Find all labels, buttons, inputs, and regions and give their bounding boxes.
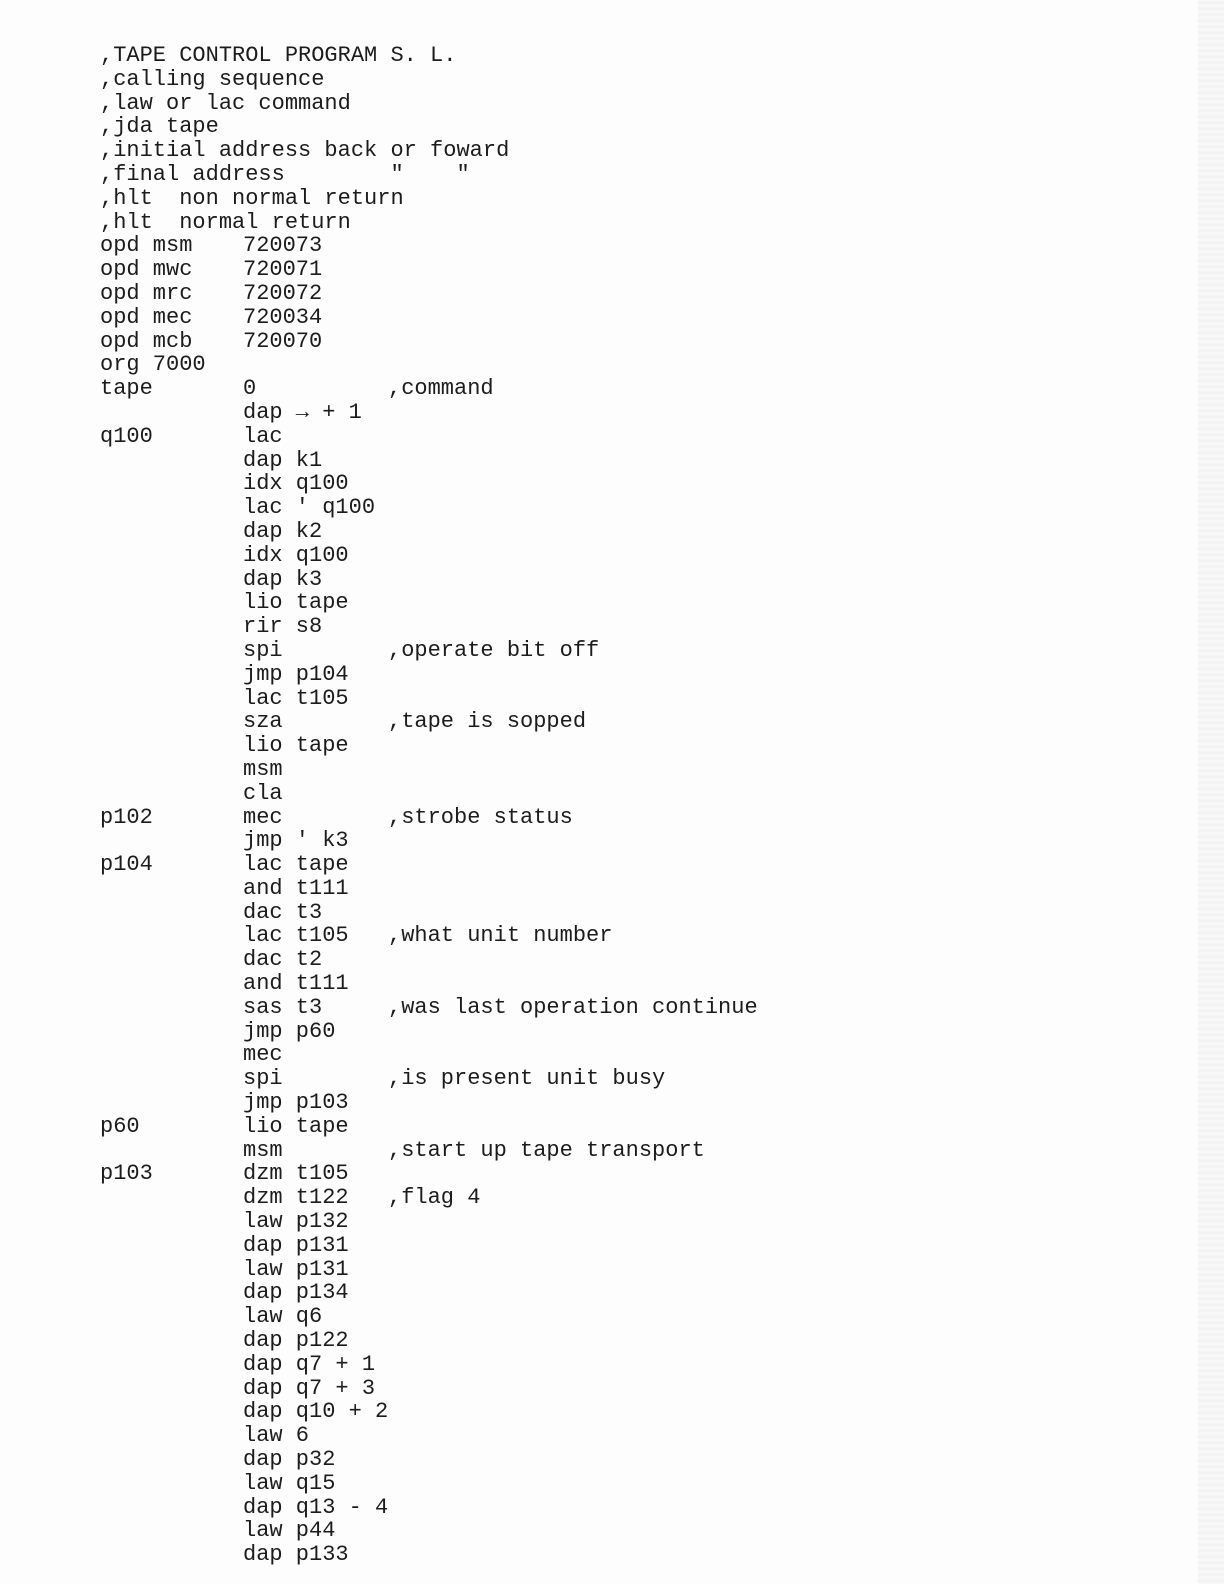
- line-instruction: dap q10 + 2: [243, 1399, 389, 1425]
- listing-line: [100, 591, 1180, 615]
- line-instruction: sas t3: [243, 994, 323, 1020]
- listing-line: [100, 425, 1180, 449]
- line-label: opd mcb: [100, 328, 193, 354]
- line-text: ,TAPE CONTROL PROGRAM S. L.: [100, 43, 457, 68]
- listing-line: [100, 353, 1180, 377]
- line-instruction: jmp p60: [243, 1018, 336, 1044]
- line-label: p104: [100, 852, 153, 878]
- listing-line: [100, 496, 1180, 520]
- listing-line: [100, 901, 1180, 925]
- line-instruction: law p132: [243, 1209, 349, 1235]
- line-instruction: mec: [243, 1042, 283, 1068]
- line-comment: ,was last operation continue: [388, 994, 758, 1020]
- line-instruction: dzm t105: [243, 1161, 349, 1187]
- line-text: ,initial address back or foward: [100, 138, 510, 164]
- line-instruction: jmp p103: [243, 1090, 349, 1116]
- listing-line: [100, 449, 1180, 473]
- line-instruction: lac t105: [243, 923, 349, 949]
- listing-line: [100, 1281, 1180, 1305]
- line-label: q100: [100, 423, 153, 449]
- line-instruction: lac t105: [243, 685, 349, 711]
- listing-line: [100, 829, 1180, 853]
- line-instruction: lio tape: [243, 590, 349, 616]
- line-text: ,final address " ": [100, 161, 470, 187]
- line-instruction: dap p32: [243, 1447, 336, 1473]
- line-comment: ,strobe status: [388, 804, 573, 830]
- line-instruction: law p131: [243, 1256, 349, 1282]
- listing-line: [100, 330, 1180, 354]
- listing-line: [100, 1353, 1180, 1377]
- scanned-page-edge: [1198, 0, 1224, 1584]
- program-listing: [100, 44, 1180, 1567]
- listing-line: [100, 1496, 1180, 1520]
- listing-line: [100, 1424, 1180, 1448]
- listing-line: [100, 44, 1180, 68]
- line-instruction: cla: [243, 780, 283, 806]
- line-label: opd mec: [100, 304, 193, 330]
- line-instruction: jmp p104: [243, 661, 349, 687]
- listing-line: [100, 92, 1180, 116]
- listing-line: [100, 1543, 1180, 1567]
- listing-line: [100, 996, 1180, 1020]
- listing-line: [100, 472, 1180, 496]
- line-text: org 7000: [100, 352, 206, 378]
- line-comment: ,flag 4: [388, 1185, 481, 1211]
- line-instruction: dap q13 - 4: [243, 1494, 389, 1520]
- listing-line: [100, 1020, 1180, 1044]
- line-instruction: dap k2: [243, 518, 323, 544]
- listing-line: [100, 687, 1180, 711]
- listing-line: [100, 258, 1180, 282]
- listing-line: [100, 734, 1180, 758]
- listing-line: [100, 1091, 1180, 1115]
- line-instruction: dac t2: [243, 947, 323, 973]
- listing-line: [100, 924, 1180, 948]
- line-instruction: dap q7 + 1: [243, 1351, 376, 1377]
- line-instruction: dap p133: [243, 1542, 349, 1568]
- line-label: opd mrc: [100, 280, 193, 306]
- listing-line: [100, 639, 1180, 663]
- listing-line: [100, 1067, 1180, 1091]
- listing-line: [100, 615, 1180, 639]
- listing-line: [100, 1400, 1180, 1424]
- listing-line: [100, 806, 1180, 830]
- line-text: ,calling sequence: [100, 66, 325, 92]
- listing-line: [100, 1377, 1180, 1401]
- listing-line: [100, 282, 1180, 306]
- listing-line: [100, 1162, 1180, 1186]
- listing-line: [100, 948, 1180, 972]
- line-instruction: spi: [243, 1066, 283, 1092]
- line-text: ,jda tape: [100, 114, 219, 140]
- line-instruction: and t111: [243, 875, 349, 901]
- listing-line: [100, 710, 1180, 734]
- line-label: p103: [100, 1161, 153, 1187]
- listing-line: [100, 1115, 1180, 1139]
- line-instruction: 720073: [243, 233, 323, 259]
- line-instruction: mec: [243, 804, 283, 830]
- line-instruction: 720034: [243, 304, 323, 330]
- listing-line: [100, 1258, 1180, 1282]
- listing-line: [100, 568, 1180, 592]
- listing-line: [100, 401, 1180, 425]
- line-comment: ,start up tape transport: [388, 1137, 705, 1163]
- line-instruction: law q6: [243, 1304, 323, 1330]
- line-comment: ,what unit number: [388, 923, 613, 949]
- line-instruction: 0: [243, 376, 257, 402]
- line-label: tape: [100, 376, 153, 402]
- listing-line: [100, 1234, 1180, 1258]
- listing-line: [100, 187, 1180, 211]
- line-instruction: lio tape: [243, 733, 349, 759]
- line-instruction: law p44: [243, 1518, 336, 1544]
- listing-line: [100, 1472, 1180, 1496]
- listing-line: [100, 163, 1180, 187]
- line-instruction: msm: [243, 756, 283, 782]
- line-label: opd msm: [100, 233, 193, 259]
- line-instruction: dap k1: [243, 447, 323, 473]
- listing-line: [100, 1305, 1180, 1329]
- listing-line: [100, 115, 1180, 139]
- line-label: p60: [100, 1113, 140, 1139]
- line-label: p102: [100, 804, 153, 830]
- listing-line: [100, 758, 1180, 782]
- listing-line: [100, 139, 1180, 163]
- line-comment: ,tape is sopped: [388, 709, 587, 735]
- listing-line: [100, 211, 1180, 235]
- line-instruction: dap k3: [243, 566, 323, 592]
- line-instruction: 720072: [243, 280, 323, 306]
- line-instruction: lac tape: [243, 852, 349, 878]
- line-instruction: idx q100: [243, 542, 349, 568]
- line-label: opd mwc: [100, 257, 193, 283]
- listing-line: [100, 972, 1180, 996]
- line-instruction: dap p134: [243, 1280, 349, 1306]
- line-instruction: dap p131: [243, 1232, 349, 1258]
- line-text: ,hlt non normal return: [100, 185, 404, 211]
- line-instruction: law q15: [243, 1470, 336, 1496]
- line-text: ,law or lac command: [100, 90, 351, 116]
- listing-line: [100, 306, 1180, 330]
- listing-line: [100, 544, 1180, 568]
- line-instruction: msm: [243, 1137, 283, 1163]
- line-instruction: jmp ' k3: [243, 828, 349, 854]
- line-instruction: 720070: [243, 328, 323, 354]
- listing-line: [100, 1448, 1180, 1472]
- listing-line: [100, 782, 1180, 806]
- line-comment: ,command: [388, 376, 494, 402]
- line-instruction: dap q7 + 3: [243, 1375, 376, 1401]
- listing-line: [100, 1186, 1180, 1210]
- line-comment: ,is present unit busy: [388, 1066, 666, 1092]
- line-instruction: dzm t122: [243, 1185, 349, 1211]
- line-instruction: lac ' q100: [243, 495, 376, 521]
- line-instruction: and t111: [243, 971, 349, 997]
- listing-line: [100, 877, 1180, 901]
- line-instruction: spi: [243, 637, 283, 663]
- line-instruction: sza: [243, 709, 283, 735]
- line-instruction: rir s8: [243, 614, 323, 640]
- listing-line: [100, 68, 1180, 92]
- line-instruction: dap p122: [243, 1328, 349, 1354]
- line-instruction: law 6: [243, 1423, 310, 1449]
- line-comment: ,operate bit off: [388, 637, 600, 663]
- listing-line: [100, 1043, 1180, 1067]
- line-instruction: lio tape: [243, 1113, 349, 1139]
- listing-line: [100, 1329, 1180, 1353]
- listing-line: [100, 377, 1180, 401]
- listing-line: [100, 663, 1180, 687]
- listing-line: [100, 853, 1180, 877]
- listing-line: [100, 1139, 1180, 1163]
- line-text: ,hlt normal return: [100, 209, 351, 235]
- listing-line: [100, 1210, 1180, 1234]
- line-instruction: dap → + 1: [243, 399, 362, 425]
- listing-line: [100, 1519, 1180, 1543]
- line-instruction: idx q100: [243, 471, 349, 497]
- line-instruction: dac t3: [243, 899, 323, 925]
- line-instruction: 720071: [243, 257, 323, 283]
- line-instruction: lac: [243, 423, 283, 449]
- listing-line: [100, 234, 1180, 258]
- listing-line: [100, 520, 1180, 544]
